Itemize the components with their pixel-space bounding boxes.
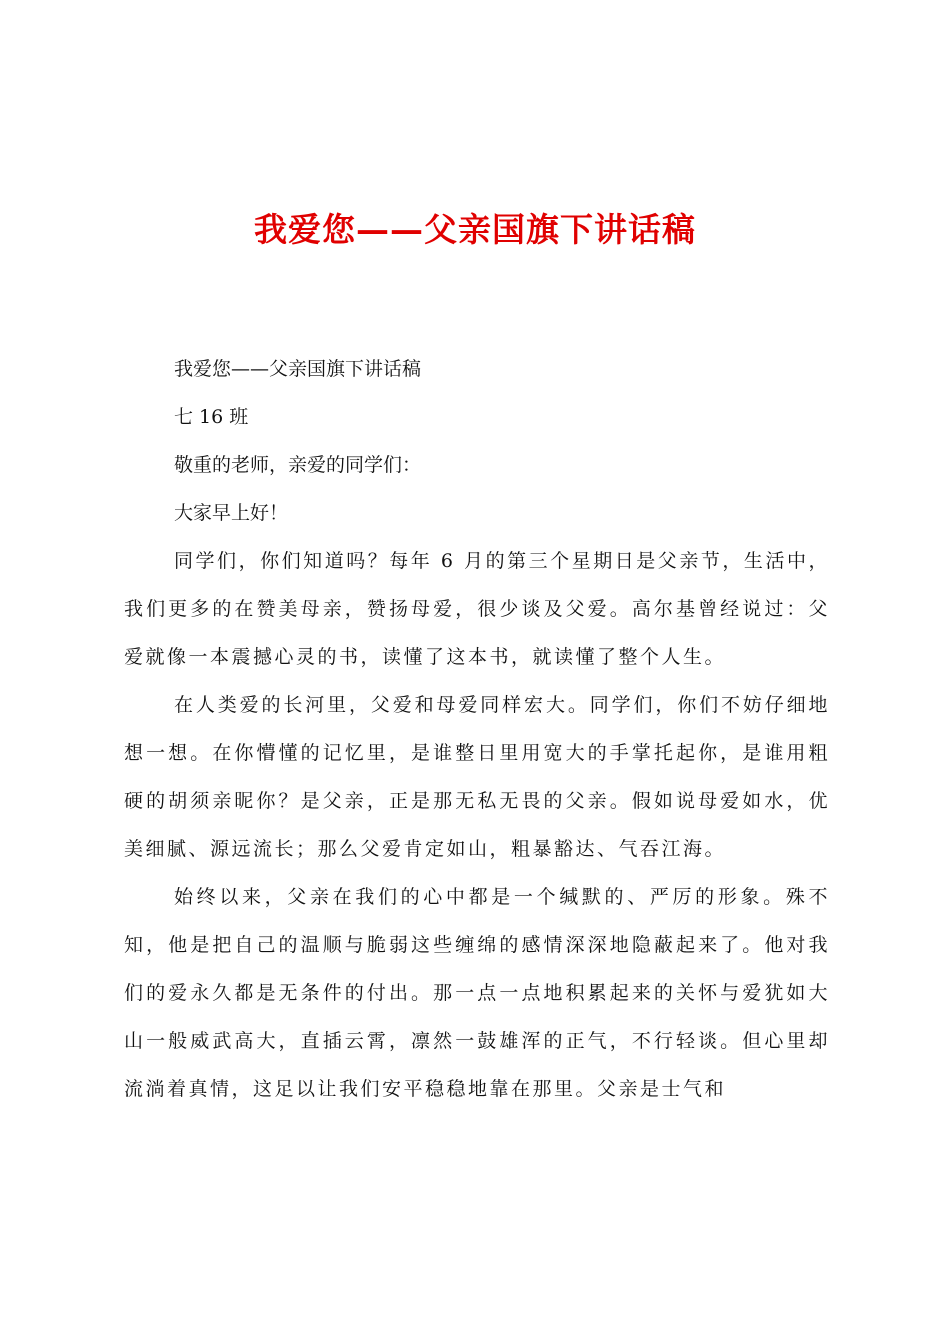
paragraph-2: 在人类爱的长河里，父爱和母爱同样宏大。同学们，你们不妨仔细地想一想。在你懵懂的记忆里，是谁整日里用宽大的手掌托起你，是谁用粗硬的胡须亲昵你？是父亲，正是那无私无畏的父亲。假如说母爱如水，优美细腻、源远流长；那么父爱肯定如山，粗暴豁达、气吞江海。 xyxy=(124,694,830,860)
class-line: 七 16 班 xyxy=(174,406,249,428)
paragraph-1: 同学们，你们知道吗？每年 6 月的第三个星期日是父亲节，生活中，我们更多的在赞美母亲，赞扬母爱，很少谈及父爱。高尔基曾经说过：父爱就像一本震撼心灵的书，读懂了这本书，就读懂了整个人生。 xyxy=(124,550,830,668)
document-body xyxy=(124,345,830,1113)
morning-line: 大家早上好！ xyxy=(174,502,289,524)
greeting-line: 敬重的老师，亲爱的同学们： xyxy=(174,454,422,476)
paragraph-3: 始终以来，父亲在我们的心中都是一个缄默的、严厉的形象。殊不知，他是把自己的温顺与脆弱这些缠绵的感情深深地隐蔽起来了。他对我们的爱永久都是无条件的付出。那一点一点地积累起来的关怀与爱犹如大山一般威武高大，直插云霄，凛然一鼓雄浑的正气，不行轻谈。但心里却流淌着真情，这足以让我们安平稳稳地靠在那里。父亲是士气和 xyxy=(124,886,830,1100)
heading-line: 我爱您——父亲国旗下讲话稿 xyxy=(174,358,422,380)
document-title: 我爱您——父亲国旗下讲话稿 xyxy=(254,210,696,249)
